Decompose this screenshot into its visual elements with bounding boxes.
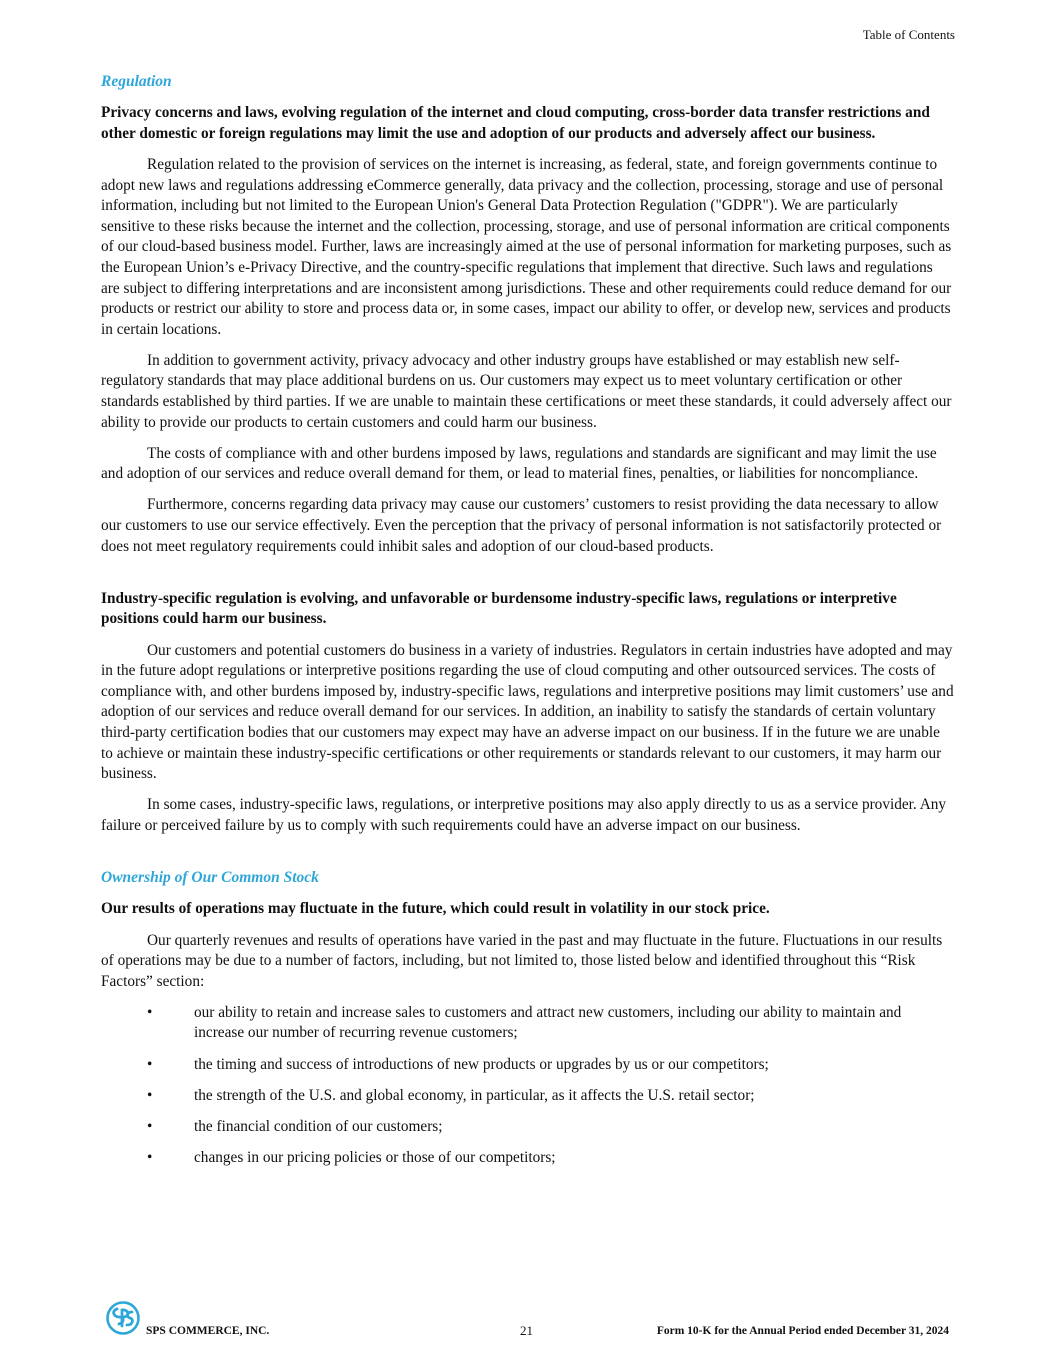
form-label: Form 10-K for the Annual Period ended December 31, 2024 [656, 1325, 949, 1337]
list-item [101, 1117, 954, 1138]
paragraph: Regulation related to the provision of services on the internet is increasing, as federal, state, and foreign governments continue to adopt new laws and regulations addressing eCommerce generally, data privacy and the collection, processing, storage and use of personal information, including but not limited to the European Union's General Data Protection Regulation ("GDPR"). We are particularly sensitive to these risks because the internet and the collection, processing, storage, and use of personal information are critical components of our cloud-based business model. Further, laws are increasingly aimed at the use of personal information for marketing purposes, such as the European Union’s e-Privacy Directive, and the country-specific regulations that implement that directive. Such laws and regulations are subject to differing interpretations and are inconsistent among jurisdictions. These and other requirements could reduce demand for our products or restrict our ability to store and process data or, in some cases, impact our ability to offer, or develop new, services and products in certain locations. [101, 156, 952, 338]
risk-factor-list [101, 1003, 954, 1169]
paragraph: Our customers and potential customers do business in a variety of industries. Regulators in certain industries have adopted and may in the future adopt regulations or interpretive positions regarding the use of cloud computing and other outsourced services. The costs of compliance with, and other burdens imposed by, industry-specific laws, regulations and interpretive positions may limit customers’ use and adoption of our services and reduce overall demand for our services. In addition, an inability to satisfy the standards of certain voluntary third-party certification bodies that our customers may expect may have an adverse impact on our business. If in the future we are unable to achieve or maintain these industry-specific certifications or other requirements or standards relevant to our customers, it may harm our business. [101, 641, 954, 783]
list-item [101, 1055, 954, 1076]
company-name: SPS COMMERCE, INC. [146, 1325, 270, 1337]
list-item-text: the financial condition of our customers; [194, 1117, 443, 1135]
bullet-icon: • [147, 1117, 153, 1135]
risk-heading-results-fluctuate: Our results of operations may fluctuate in the future, which could result in volatility in our stock price. [101, 900, 770, 918]
list-item-text: our ability to retain and increase sales to customers and attract new customers, including our ability to maintain and increase our number of recurring revenue customers; [194, 1003, 902, 1042]
bullet-icon: • [147, 1148, 153, 1166]
risk-heading-industry-regulation: Industry-specific regulation is evolving, and unfavorable or burdensome industry-specific laws, regulations or interpretive positions could harm our business. [101, 589, 897, 628]
list-item [101, 1148, 954, 1169]
list-item [101, 1003, 954, 1044]
bullet-icon: • [147, 1086, 153, 1104]
paragraph: Furthermore, concerns regarding data privacy may cause our customers’ customers to resist providing the data necessary to allow our customers to use our service effectively. Even the perception that the privacy of personal information is not satisfactorily protected or does not meet regulatory requirements could inhibit sales and adoption of our cloud-based products. [101, 496, 942, 555]
page-number: 21 [520, 1323, 533, 1338]
list-item-text: the timing and success of introductions of new products or upgrades by us or our competitors; [194, 1055, 769, 1073]
paragraph: In some cases, industry-specific laws, regulations, or interpretive positions may also apply directly to us as a service provider. Any failure or perceived failure by us to comply with such requirements could have an adverse impact on our business. [101, 796, 947, 834]
bullet-icon: • [147, 1055, 153, 1073]
sps-commerce-logo-icon [105, 1300, 141, 1336]
page-content [101, 72, 954, 1179]
section-heading-regulation: Regulation [101, 73, 172, 90]
list-item-text: the strength of the U.S. and global economy, in particular, as it affects the U.S. retail sector; [194, 1086, 755, 1104]
table-of-contents-link[interactable]: Table of Contents [862, 27, 955, 42]
list-item [101, 1086, 954, 1107]
paragraph: The costs of compliance with and other burdens imposed by laws, regulations and standards are significant and may limit the use and adoption of our services and reduce overall demand for them, or lead to material fines, penalties, or liabilities for noncompliance. [101, 444, 937, 483]
paragraph: In addition to government activity, privacy advocacy and other industry groups have established or may establish new self-regulatory standards that may place additional burdens on us. Our customers may expect us to meet voluntary certification or other standards established by third parties. If we are unable to maintain these certifications or meet these standards, it could adversely affect our ability to provide our products to certain customers and could harm our business. [101, 351, 952, 431]
risk-heading-privacy: Privacy concerns and laws, evolving regulation of the internet and cloud computing, cross-border data transfer restrictions and other domestic or foreign regulations may limit the use and adoption of our products and adversely affect our business. [101, 104, 930, 142]
bullet-icon: • [147, 1003, 153, 1021]
page-footer [0, 1298, 1055, 1343]
list-item-text: changes in our pricing policies or those of our competitors; [194, 1148, 556, 1166]
section-heading-ownership: Ownership of Our Common Stock [101, 869, 319, 887]
paragraph: Our quarterly revenues and results of operations have varied in the past and may fluctuate in the future. Fluctuations in our results of operations may be due to a number of factors, including, but not limited to, those listed below and identified throughout this “Risk Factors” section: [101, 931, 943, 990]
